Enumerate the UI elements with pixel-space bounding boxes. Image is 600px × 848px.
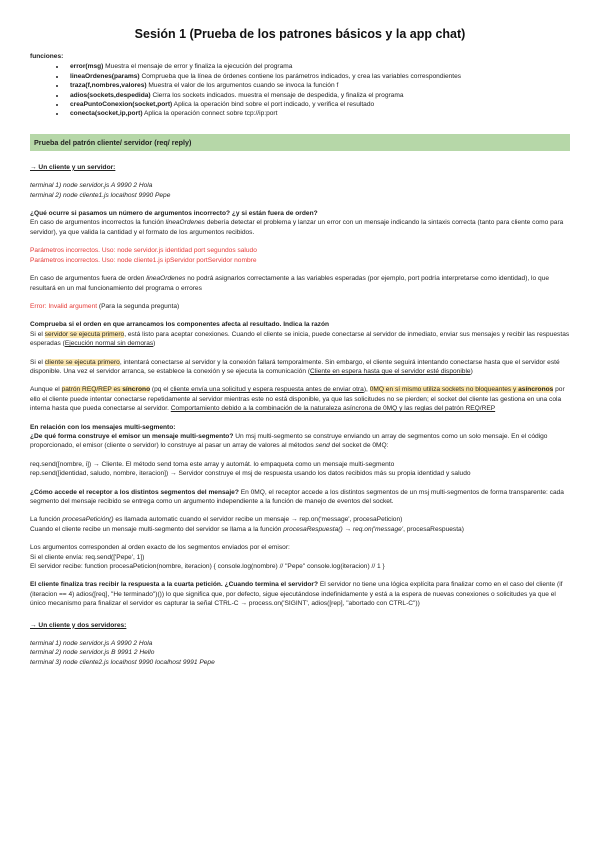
subsection-one-client-one-server: → Un cliente y un servidor: xyxy=(30,163,116,171)
function-note: Cuando el cliente recibe un mensaje multi-segmento del servidor se llama a la función procesaRespuesta() → req.on('message', procesaRespuesta) xyxy=(30,525,464,533)
answer-args-order: En caso de argumentos fuera de orden lineaOrdenes no podrá asignarlos correctamente a las variables esperadas (por ejemplo, port podría interpretarse como identidad), lo que resultará en un mal funcionamiento del programa o errores xyxy=(30,275,550,292)
args-example: Si el cliente envía: req.send(['Pepe', 1]) xyxy=(30,553,145,561)
terminal-command: terminal 2) node servidor.js B 9991 2 Hello xyxy=(30,649,155,657)
functions-list xyxy=(30,62,570,118)
function-name: lineaOrdenes(params) xyxy=(70,72,140,80)
terminal-command: terminal 3) node cliente2.js localhost 9990 localhost 9991 Pepe xyxy=(30,658,215,666)
function-name: traza(f,nombres,valores) xyxy=(70,82,147,90)
answer-args: En caso de argumentos incorrectos la función lineaOrdenes debería detectar el problema y lanzar un error con un mensaje indicando la sintaxis correcta (tanto para cliente como para servidor), ya que valida la cantidad y el formato de los argumentos recibidos. xyxy=(30,219,564,236)
args-intro: Los argumentos corresponden al orden exacto de los segmentos enviados por el emisor: xyxy=(30,544,290,552)
function-item xyxy=(66,109,570,118)
function-desc: Muestra el valor de los argumentos cuando se invoca la función f xyxy=(146,82,339,90)
functions-heading: funciones: xyxy=(30,53,64,60)
function-name: conecta(socket,ip,port) xyxy=(70,110,143,118)
args-example: El servidor recibe: function procesaPeticion(nombre, iteracion) { console.log(nombre) // "Pepe" console.log(iteracion) // 1 } xyxy=(30,563,385,571)
code-line: rep.send([identidad, saludo, nombre, iteracion]) → Servidor construye el msj de respuesta usando los datos recibidos más su propia identidad y saludo xyxy=(30,470,471,478)
function-note: La función procesaPetición() es llamada automatic cuando el servidor recibe un mensaje → rep.on('message', procesaPeticion) xyxy=(30,516,403,524)
error-message: Parámetros incorrectos. Uso: node servidor.js identidad port segundos saludo xyxy=(30,247,257,255)
function-desc: Muestra el mensaje de error y finaliza la ejecución del programa xyxy=(103,63,293,71)
function-name: creaPuntoConexion(socket,port) xyxy=(70,101,173,109)
function-desc: Aplica la operación connect sobre tcp://ip:port xyxy=(142,110,278,118)
code-line: req.send([nombre, i]) → Cliente. El método send toma este array y automát. lo empaqueta como un mensaje multi-segmento xyxy=(30,460,395,468)
function-item xyxy=(66,100,570,109)
section-req-rep xyxy=(30,134,570,151)
terminal-command: terminal 1) node servidor.js A 9990 2 Hola xyxy=(30,182,153,190)
function-desc: Aplica la operación bind sobre el port indicado, y verifica el resultado xyxy=(172,101,375,109)
answer-multisegment-access: ¿Cómo accede el receptor a los distintos segmentos del mensaje? En 0MQ, el receptor accede a los distintos segmentos de un msj multi-segmentos de forma transparente: cada segmento del mensaje recibido se entrega como un argumento independiente a la función de manejo de eventos del socket. xyxy=(30,488,564,505)
answer-server-first: Si el servidor se ejecuta primero, está listo para aceptar conexiones. Cuando el cliente se inicia, puede conectarse al servidor de inmediato, enviar sus mensajes y recibir las respuestas esperadas (Ejecución normal sin demoras) xyxy=(30,330,570,348)
answer-req-rep-sync: Aunque el patrón REQ/REP es síncrono (pq el cliente envía una solicitud y espera respuesta antes de enviar otra), 0MQ en sí mismo utiliza sockets no bloqueantes y asíncronos por ello el cliente puede intentar conectarse repetidamente al servidor mientras este no está disponible, ya que las solicitudes no se pierden; el socket del cliente las gestiona en una cola interna hasta que pueda conectarse al servidor. Comportamiento debido a la combinación de la naturaleza asíncrona de 0MQ y las reglas del patrón REQ/REP xyxy=(30,386,565,413)
answer-server-end: El cliente finaliza tras recibir la respuesta a la cuarta petición. ¿Cuando termina el servidor? El servidor no tiene una lógica explícita para finalizar como en el caso del cliente (if (iteracion == 4) adios([req], "He terminado")()) lo que significa que, por defecto, sigue ejecutándose indefinidamente y está a la espera de nuevas conexiones o solicitudes ya que el único mecanismo para finalizar el servidor es capturar la señal CTRL-C → process.on('SIGINT', adios([rep], "abortado con CTRL-C")) xyxy=(30,581,563,608)
function-desc: Comprueba que la línea de órdenes contiene los parámetros indicados, y crea las variables correspondientes xyxy=(139,72,462,80)
question-args: ¿Qué ocurre si pasamos un número de argumentos incorrecto? ¿y si están fuera de orden? xyxy=(30,210,318,218)
section-heading: Prueba del patrón cliente/ servidor (req/ reply) xyxy=(30,134,570,151)
function-item xyxy=(66,72,570,81)
multisegment-heading: En relación con los mensajes multi-segmento: xyxy=(30,423,176,431)
subsection-one-client-two-servers: → Un cliente y dos servidores: xyxy=(30,621,127,629)
function-name: adios(sockets,despedida) xyxy=(70,91,151,99)
question-order: Comprueba si el orden en que arrancamos los componentes afecta al resultado. Indica la razón xyxy=(30,321,330,329)
answer-multisegment-build: ¿De qué forma construye el emisor un mensaje multi-segmento? Un msj multi-segmento se construye enviando un array de segmentos como un solo mensaje. En el código proporcionado, el emisor (cliente o servidor) lo construye al pasar un array de valores al métodos send del socket de 0MQ: xyxy=(30,432,548,450)
terminal-command: terminal 1) node servidor.js A 9990 2 Hola xyxy=(30,640,153,648)
function-name: error(msg) xyxy=(70,63,104,71)
terminal-command: terminal 2) node cliente1.js localhost 9990 Pepe xyxy=(30,191,171,199)
document-title: Sesión 1 (Prueba de los patrones básicos y la app chat) xyxy=(134,27,466,41)
answer-client-first: Si el cliente se ejecuta primero, intentará conectarse al servidor y la conexión fallará temporalmente. Sin embargo, el cliente seguirá intentando conectarse hasta que el servidor esté disponible. Una vez el servidor arranca, se establece la conexión y se ejecuta la comunicación (Cliente en espera hasta que el servidor esté disponible) xyxy=(30,358,560,375)
function-desc: Cierra los sockets indicados. muestra el mensaje de despedida, y finaliza el programa xyxy=(150,91,404,99)
function-item xyxy=(66,62,570,71)
function-item xyxy=(66,91,570,100)
error-message: Parámetros incorrectos. Uso: node cliente1.js ipServidor portServidor nombre xyxy=(30,256,257,264)
error-invalid-argument: Error: Invalid argument (Para la segunda pregunta) xyxy=(30,302,180,310)
function-item xyxy=(66,81,570,90)
